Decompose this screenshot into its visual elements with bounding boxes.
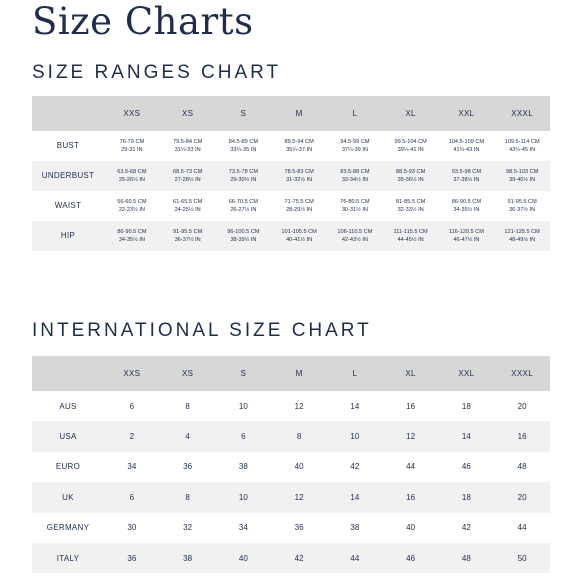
measurement-cell: [439, 191, 495, 221]
size-value-cell: 34: [127, 462, 137, 472]
table-row: [32, 513, 550, 543]
size-ranges-table: [32, 96, 550, 251]
size-value-cell: 50: [494, 543, 550, 573]
size-value-cell: 16: [406, 401, 416, 411]
corner-cell: [32, 96, 104, 131]
inch-value: 29-30½ IN: [230, 177, 257, 183]
measurement-cell: [216, 191, 272, 221]
size-value-cell: 4: [160, 421, 216, 451]
size-value-cell: 48: [517, 462, 527, 472]
measurement-cell: [383, 131, 439, 161]
measurement-cell: [383, 191, 439, 221]
cm-value: 76-79 CM: [119, 139, 145, 145]
cm-value: 81-85.5 CM: [396, 199, 426, 205]
size-value-cell: 34: [238, 523, 248, 533]
size-value-cell: 18: [461, 401, 471, 411]
cm-value: 56-60.5 CM: [117, 199, 147, 205]
size-value-cell: 12: [294, 401, 304, 411]
size-value-cell: 48: [439, 543, 495, 573]
international-header-row: [32, 356, 550, 391]
cm-value: 66-70.5 CM: [228, 199, 258, 205]
table-row: [32, 221, 550, 251]
measurement-cell: [439, 131, 495, 161]
column-header: M: [271, 356, 327, 391]
size-value-cell: 32: [183, 523, 193, 533]
measurement-cell: [160, 191, 216, 221]
size-value-cell: 44: [517, 523, 527, 533]
column-header: XS: [160, 356, 216, 391]
measurement-cell: [439, 161, 495, 191]
size-value-cell: 38: [160, 543, 216, 573]
inch-value: 28-29½ IN: [286, 207, 313, 213]
row-label: USA: [32, 421, 104, 451]
column-header: M: [271, 96, 327, 131]
measurement-cell: [494, 161, 550, 191]
size-value-cell: 36: [294, 523, 304, 533]
size-value-cell: 44: [327, 543, 383, 573]
size-value-cell: 44: [406, 462, 416, 472]
inch-value: 36-37½ IN: [174, 237, 201, 243]
cm-value: 89.5-94 CM: [284, 139, 314, 145]
size-value-cell: 30: [127, 523, 137, 533]
inch-value: 34-35½ IN: [453, 207, 480, 213]
measurement-cell: [439, 221, 495, 251]
table-row: [32, 452, 550, 482]
row-label: BUST: [56, 141, 80, 150]
size-value-cell: 12: [383, 421, 439, 451]
measurement-cell: [216, 221, 272, 251]
cm-value: 63.5-68 CM: [117, 169, 147, 175]
size-value-cell: 16: [383, 482, 439, 512]
cm-value: 86-90.5 CM: [451, 199, 481, 205]
measurement-cell: [271, 131, 327, 161]
column-header: S: [216, 96, 272, 131]
inch-value: 30-31½ IN: [341, 207, 368, 213]
size-value-cell: 16: [494, 421, 550, 451]
table-row: [32, 421, 550, 451]
inch-value: 44-45½ IN: [397, 237, 424, 243]
cm-value: 76-80.5 CM: [340, 199, 370, 205]
international-heading: INTERNATIONAL SIZE CHART: [32, 320, 372, 341]
cm-value: 111-115.5 CM: [393, 229, 428, 235]
size-value-cell: 46: [461, 462, 471, 472]
cm-value: 88.5-93 CM: [396, 169, 426, 175]
cm-value: 91-95.5 CM: [173, 229, 203, 235]
measurement-cell: [104, 131, 160, 161]
measurement-cell: [104, 161, 160, 191]
size-ranges-heading: SIZE RANGES CHART: [32, 62, 282, 83]
inch-value: 40-41½ IN: [286, 237, 313, 243]
row-label: EURO: [55, 462, 81, 472]
cm-value: 106-110.5 CM: [337, 229, 373, 235]
size-value-cell: 14: [439, 421, 495, 451]
inch-value: 24-25½ IN: [174, 207, 201, 213]
row-label: GERMANY: [46, 523, 90, 533]
cm-value: 121-125.5 CM: [504, 229, 540, 235]
cm-value: 109.5-114 CM: [504, 139, 540, 145]
table-row: [32, 482, 550, 512]
page-title: Size Charts: [32, 0, 254, 43]
measurement-cell: [271, 191, 327, 221]
table-row: [32, 131, 550, 161]
row-label: UNDERBUST: [32, 161, 104, 191]
inch-value: 48-49½ IN: [509, 237, 536, 243]
cm-value: 84.5-89 CM: [228, 139, 258, 145]
cm-value: 104.5-109 CM: [448, 139, 485, 145]
measurement-cell: [104, 191, 160, 221]
row-label: AUS: [59, 401, 77, 411]
size-value-cell: 42: [271, 543, 327, 573]
size-value-cell: 46: [383, 543, 439, 573]
inch-value: 33-34½ IN: [341, 177, 368, 183]
size-value-cell: 10: [238, 401, 248, 411]
size-value-cell: 38: [350, 523, 360, 533]
column-header: S: [216, 356, 272, 391]
size-value-cell: 14: [350, 401, 360, 411]
measurement-cell: [271, 161, 327, 191]
measurement-cell: [216, 131, 272, 161]
row-label: UK: [32, 482, 104, 512]
size-value-cell: 40: [294, 462, 304, 472]
size-value-cell: 14: [327, 482, 383, 512]
inch-value: 34-35½ IN: [118, 237, 145, 243]
cm-value: 61-65.5 CM: [173, 199, 203, 205]
inch-value: 35¼-37 IN: [286, 147, 313, 153]
measurement-cell: [383, 161, 439, 191]
corner-cell: [32, 356, 104, 391]
size-value-cell: 42: [350, 462, 360, 472]
inch-value: 46-47½ IN: [453, 237, 480, 243]
inch-value: 22-23½ IN: [118, 207, 145, 213]
inch-value: 39¼-41 IN: [397, 147, 424, 153]
table-row: [32, 191, 550, 221]
measurement-cell: [383, 221, 439, 251]
cm-value: 68.5-73 CM: [173, 169, 203, 175]
inch-value: 33¼-35 IN: [230, 147, 257, 153]
measurement-cell: [327, 191, 383, 221]
size-value-cell: 2: [104, 421, 160, 451]
cm-value: 71-75.5 CM: [284, 199, 314, 205]
size-ranges-header-row: [32, 96, 550, 131]
inch-value: 29-31 IN: [121, 147, 143, 153]
cm-value: 101-105.5 CM: [281, 229, 317, 235]
row-label: WAIST: [54, 201, 82, 210]
measurement-cell: [327, 131, 383, 161]
size-value-cell: 6: [216, 421, 272, 451]
size-value-cell: 20: [517, 401, 527, 411]
size-value-cell: 42: [461, 523, 471, 533]
measurement-cell: [494, 131, 550, 161]
cm-value: 99.5-104 CM: [394, 139, 427, 145]
table-row: [32, 543, 550, 573]
measurement-cell: [216, 161, 272, 191]
column-header: XXXL: [494, 96, 550, 131]
cm-value: 98.5-103 CM: [505, 169, 539, 175]
column-header: XL: [383, 96, 439, 131]
international-size-table: [32, 356, 550, 573]
column-header: XXS: [104, 96, 160, 131]
measurement-cell: [271, 221, 327, 251]
column-header: L: [327, 356, 383, 391]
size-value-cell: 20: [494, 482, 550, 512]
inch-value: 39-40½ IN: [509, 177, 536, 183]
inch-value: 41¼-43 IN: [453, 147, 480, 153]
size-value-cell: 8: [160, 482, 216, 512]
inch-value: 37-38½ IN: [453, 177, 480, 183]
inch-value: 35-36½ IN: [397, 177, 424, 183]
column-header: XXXL: [494, 356, 550, 391]
inch-value: 42-43½ IN: [341, 237, 368, 243]
inch-value: 27-28½ IN: [174, 177, 201, 183]
cm-value: 91-95.5 CM: [507, 199, 537, 205]
row-label: HIP: [32, 221, 104, 251]
cm-value: 116-120.5 CM: [448, 229, 484, 235]
table-row: [32, 161, 550, 191]
measurement-cell: [104, 221, 160, 251]
cm-value: 96-100.5 CM: [227, 229, 260, 235]
size-value-cell: 12: [271, 482, 327, 512]
column-header: XXS: [104, 356, 160, 391]
measurement-cell: [160, 161, 216, 191]
size-value-cell: 6: [129, 401, 135, 411]
measurement-cell: [160, 131, 216, 161]
cm-value: 73.5-78 CM: [228, 169, 258, 175]
size-value-cell: 10: [216, 482, 272, 512]
size-value-cell: 40: [216, 543, 272, 573]
inch-value: 25-26½ IN: [118, 177, 145, 183]
table-row: [32, 391, 550, 421]
size-value-cell: 8: [271, 421, 327, 451]
size-value-cell: 10: [327, 421, 383, 451]
size-value-cell: 18: [439, 482, 495, 512]
cm-value: 93.5-98 CM: [451, 169, 481, 175]
inch-value: 31¼-33 IN: [174, 147, 201, 153]
size-value-cell: 36: [183, 462, 193, 472]
cm-value: 86-90.5 CM: [117, 229, 147, 235]
cm-value: 83.5-88 CM: [340, 169, 370, 175]
column-header: XXL: [439, 356, 495, 391]
size-value-cell: 6: [104, 482, 160, 512]
inch-value: 31-32½ IN: [286, 177, 313, 183]
inch-value: 37¼-39 IN: [341, 147, 368, 153]
measurement-cell: [327, 161, 383, 191]
size-value-cell: 8: [185, 401, 190, 411]
measurement-cell: [494, 191, 550, 221]
inch-value: 43¼-45 IN: [509, 147, 536, 153]
column-header: XL: [383, 356, 439, 391]
cm-value: 79.5-84 CM: [173, 139, 203, 145]
inch-value: 26-27½ IN: [230, 207, 257, 213]
row-label: ITALY: [32, 543, 104, 573]
inch-value: 38-39½ IN: [230, 237, 257, 243]
column-header: L: [327, 96, 383, 131]
measurement-cell: [327, 221, 383, 251]
column-header: XXL: [439, 96, 495, 131]
measurement-cell: [494, 221, 550, 251]
inch-value: 32-33½ IN: [397, 207, 424, 213]
measurement-cell: [160, 221, 216, 251]
column-header: XS: [160, 96, 216, 131]
size-value-cell: 36: [104, 543, 160, 573]
size-value-cell: 38: [238, 462, 248, 472]
size-value-cell: 40: [406, 523, 416, 533]
cm-value: 94.5-99 CM: [340, 139, 370, 145]
cm-value: 78.5-83 CM: [284, 169, 314, 175]
inch-value: 36-37½ IN: [509, 207, 536, 213]
